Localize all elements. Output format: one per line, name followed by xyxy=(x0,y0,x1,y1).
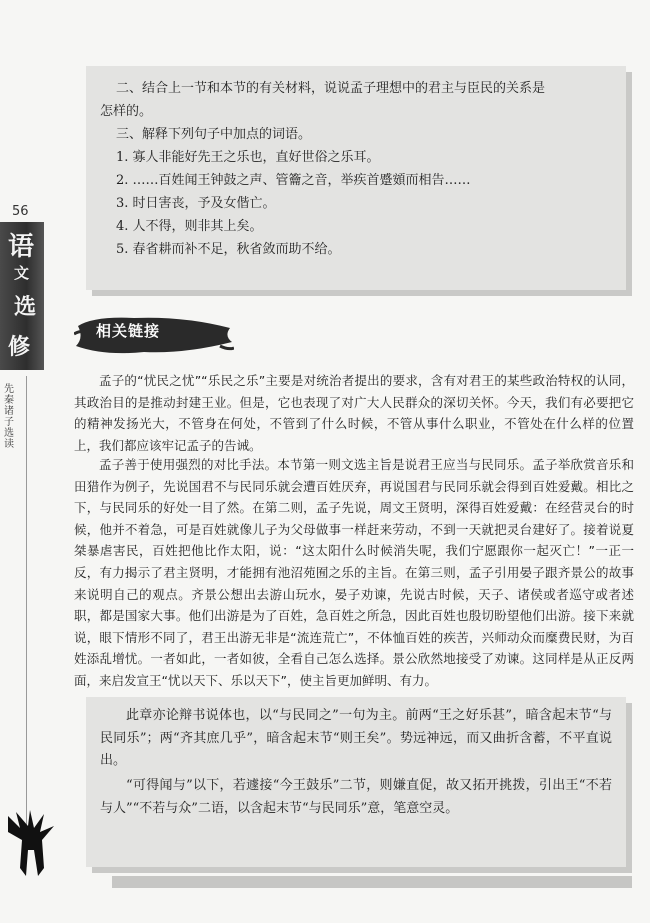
series-char-4: 修 xyxy=(8,334,31,360)
commentary-box xyxy=(86,697,626,867)
page-number: 56 xyxy=(12,204,29,219)
exercise-question-2: 二、结合上一节和本节的有关材料，说说孟子理想中的君主与臣民的关系是 xyxy=(116,81,546,96)
series-char-2: 文 xyxy=(14,264,30,282)
ink-figure-icon xyxy=(4,806,58,880)
book-title-vertical: 先秦诸子选读 xyxy=(4,384,14,450)
series-char-1: 语 xyxy=(8,232,35,262)
exercise-item-2: 2. ……百姓闻王钟鼓之声、管籥之音，举疾首蹙頞而相告…… xyxy=(116,173,471,188)
exercise-item-5: 5. 春省耕而补不足，秋省敛而助不给。 xyxy=(116,242,341,257)
related-link-paragraph-1: 孟子的“忧民之忧”“乐民之乐”主要是对统治者提出的要求，含有对君王的某些政治特权的认同，其政治目的是推动封建王业。但是，它也表现了对广大人民群众的深切关怀。今天，我们有必要把它的精神发扬光大，不管身在何处，不管到了什么时候，不管从事什么职业，不管处在什么样的位置上，我们都应该牢记孟子的告诫。 xyxy=(74,373,634,453)
exercise-item-4: 4. 人不得，则非其上矣。 xyxy=(116,219,263,234)
exercise-item-1: 1. 寡人非能好先王之乐也，直好世俗之乐耳。 xyxy=(116,150,380,165)
commentary-paragraph-1: 此章亦论辩书说体也，以“与民同之”一句为主。前两“王之好乐甚”，暗含起末节“与民同乐”；两“齐其庶几乎”，暗含起末节“则王矣”。势远神远，而又曲折含蓄，不平直说出。 xyxy=(100,708,612,768)
exercise-question-2-continued: 怎样的。 xyxy=(100,104,153,119)
margin-rule xyxy=(26,376,27,846)
commentary-paragraph-2: “可得闻与”以下，若遽接“今王鼓乐”二节，则嫌直促，故又拓开挑拨，引出王“不若与人”“不若与众”二语，以含起末节“与民同乐”意，笔意空灵。 xyxy=(100,778,612,816)
related-link-paragraph-2: 孟子善于使用强烈的对比手法。本节第一则文选主旨是说君王应当与民同乐。孟子举欣赏音乐和田猎作为例子，先说国君不与民同乐就会遭百姓厌弃，再说国君与民同乐就会得到百姓爱戴。相比之下，与民同乐的好处一目了然。在第二则，孟子先说，周文王贤明，深得百姓爱戴：在经营灵台的时候，他并不着急，可是百姓就像儿子为父母做事一样赶来劳动，不到一天就把灵台建好了。接着说夏桀暴虐害民，百姓把他比作太阳，说：“这太阳什么时候消失呢，我们宁愿跟你一起灭亡！”一正一反，有力揭示了君主贤明，才能拥有池沼苑囿之乐的主旨。在第三则，孟子引用晏子跟齐景公的故事来说明自己的观点。齐景公想出去游山玩水，晏子劝谏，先说古时候，天子、诸侯或者巡守或者述职，都是国家大事。他们出游是为了百姓，急百姓之所急，因此百姓也殷切盼望他们出游。接下来就说，眼下情形不同了，君王出游无非是“流连荒亡”，不体恤百姓的疾苦，兴师动众而糜费民财，为百姓添乱增忧。一者如此，一者如彼，全看自己怎么选择。景公欣然地接受了劝谏。这同样是从正反两面，来启发宣王“忧以天下、乐以天下”，使主旨更加鲜明、有力。 xyxy=(74,457,634,688)
exercise-item-3: 3. 时日害丧，予及女偕亡。 xyxy=(116,196,276,211)
exercise-question-3: 三、解释下列句子中加点的词语。 xyxy=(116,127,312,142)
related-link-title: 相关链接 xyxy=(96,322,161,340)
bottom-decorative-bar xyxy=(112,876,632,888)
exercise-box xyxy=(86,66,626,290)
series-char-3: 选 xyxy=(14,294,37,320)
